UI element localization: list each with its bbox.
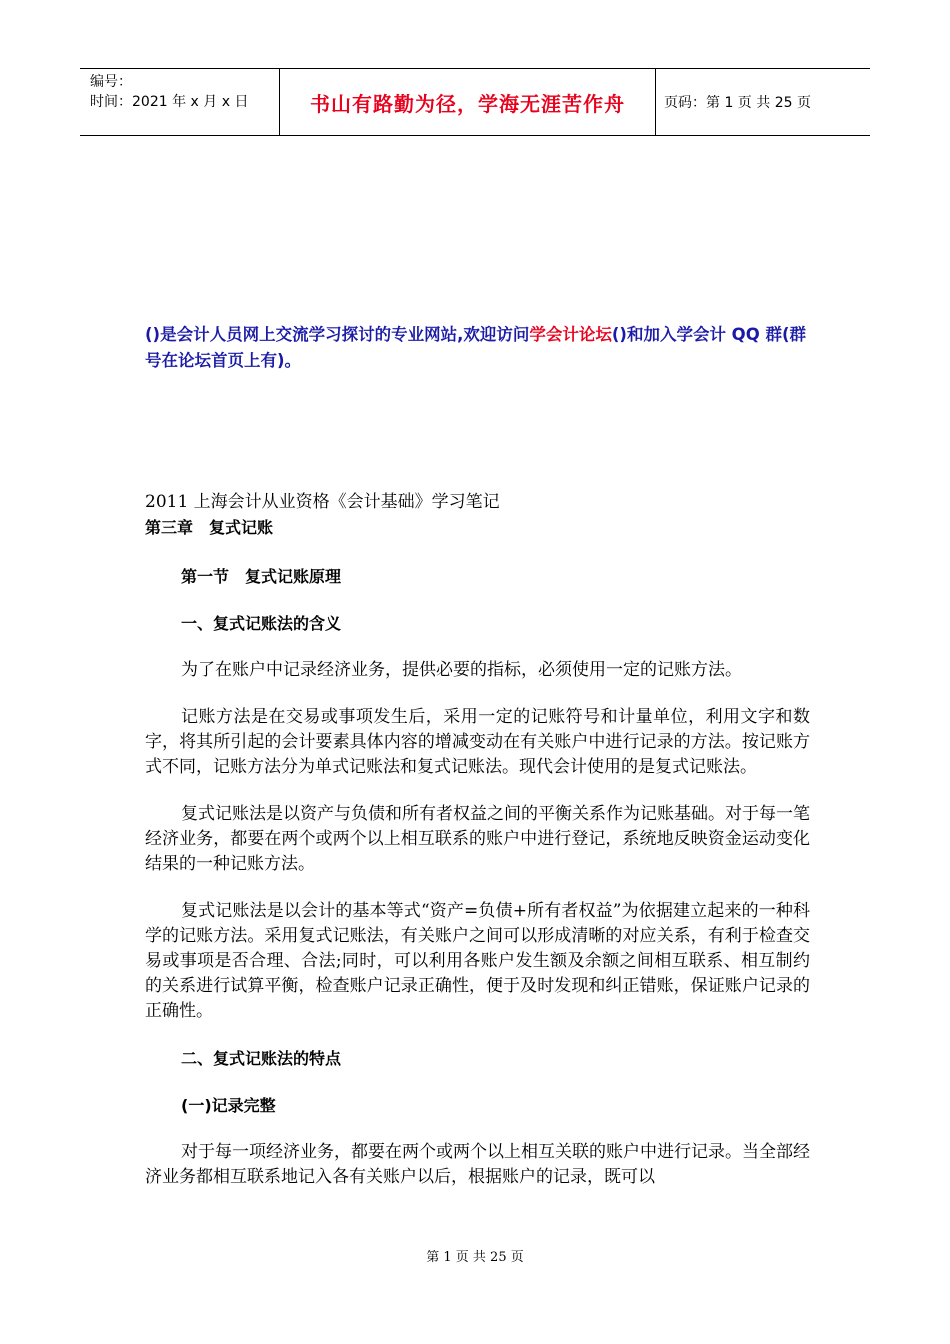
paragraph-2: 记账方法是在交易或事项发生后，采用一定的记账符号和计量单位，利用文字和数字，将其所引起的会计要素具体内容的增减变动在有关账户中进行记录的方法。按记账方式不同，记账方法分为单式记账法和复式记账法。现代会计使用的是复式记账法。 [145, 707, 810, 777]
header-meta [80, 69, 280, 135]
page-footer: 第 1 页 共 25 页 [426, 1250, 524, 1265]
forum-link[interactable]: 学会计论坛 [529, 325, 612, 344]
paragraph-3: 复式记账法是以资产与负债和所有者权益之间的平衡关系作为记账基础。对于每一笔经济业务，都要在两个或两个以上相互联系的账户中进行登记，系统地反映资金运动变化结果的一种记账方法。 [145, 804, 810, 874]
heading-meaning: 一、复式记账法的含义 [181, 614, 342, 633]
chapter-heading: 第三章 复式记账 [145, 518, 274, 537]
paragraph-1: 为了在账户中记录经济业务，提供必要的指标，必须使用一定的记账方法。 [181, 660, 742, 680]
section-heading: 第一节 复式记账原理 [181, 567, 342, 586]
paragraph-4: 复式记账法是以会计的基本等式“资产=负债+所有者权益”为依据建立起来的一种科学的记账方法。采用复式记账法，有关账户之间可以形成清晰的对应关系，有利于检查交易或事项是否合理、合法;同时，可以利用各账户发生额及余额之间相互联系、相互制约的关系进行试算平衡，检查账户记录正确性，便于及时发现和纠正错账，保证账户记录的正确性。 [145, 901, 810, 1021]
page-header [80, 68, 870, 136]
paragraph-5: 对于每一项经济业务，都要在两个或两个以上相互关联的账户中进行记录。当全部经济业务都相互联系地记入各有关账户以后，根据账户的记录，既可以 [145, 1142, 810, 1187]
time-label: 时间：2021 年 x 月 x 日 [90, 94, 249, 110]
forum-notice [145, 322, 815, 374]
heading-complete-record: (一)记录完整 [181, 1096, 276, 1115]
notice-text-2: ()和加入学会计 QQ 群(群号在论坛首页上有)。 [145, 325, 807, 370]
document-body [145, 490, 810, 1190]
header-page-info: 页码：第 1 页 共 25 页 [664, 95, 811, 111]
header-motto: 书山有路勤为径，学海无涯苦作舟 [280, 69, 656, 135]
document-title: 2011 上海会计从业资格《会计基础》学习笔记 [145, 492, 500, 512]
notice-text-1: ()是会计人员网上交流学习探讨的专业网站,欢迎访问 [145, 325, 530, 344]
number-label: 编号： [90, 74, 132, 90]
heading-features: 二、复式记账法的特点 [181, 1049, 342, 1068]
